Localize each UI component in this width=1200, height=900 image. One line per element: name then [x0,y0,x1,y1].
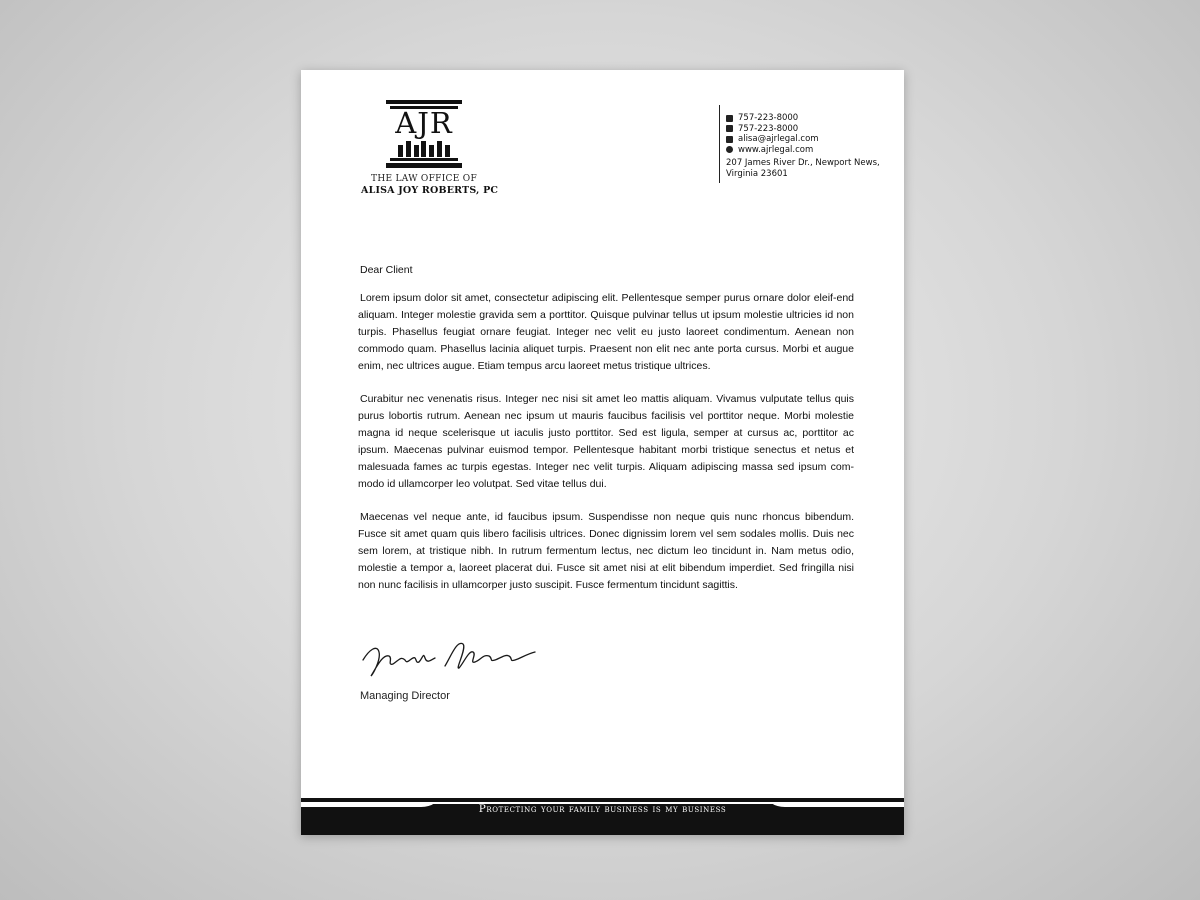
phone-number: 757-223-8000 [738,113,799,123]
fax-row [726,124,896,135]
logo-pediment [386,100,462,104]
letter-body [358,264,854,610]
paragraph-3: Maecenas vel neque ante, id faucibus ipsum. Suspendisse non neque quis nunc rhoncus bibendum. Fusce sit amet quam quis libero facilisis ultrices. Donec dignissim lorem vel sem sodales mollis. Duis nec sem lorem, at tristique nibh. In rutrum fermentum lectus, nec dictum leo tincidunt in. Nam metus odio, molestie a tempor a, laoreet placerat dui. Fusce sit amet nisi at elit bibendum imperdiet. Sed fringilla nisi non nunc facilisis in ullamcorper justo suscipit. Fusce fermentum tincidunt sagittis. [358,511,854,591]
handwritten-signature [359,630,539,682]
signer-title: Managing Director [360,690,450,702]
firm-logo [361,100,499,200]
contact-block [726,113,896,179]
website-url: www.ajrlegal.com [738,144,814,155]
email-row [726,134,896,145]
email-icon [726,136,733,143]
salutation: Dear Client [360,264,413,276]
mailing-address: 207 James River Dr., Newport News, Virginia 23601 [726,158,880,179]
phone-icon [726,115,733,122]
firm-name-line1: THE LAW OFFICE OF [371,174,477,184]
fax-icon [726,125,733,132]
letterhead-page [301,70,904,835]
phone-row [726,113,896,124]
logo-columns-icon [398,141,450,157]
contact-divider [719,105,720,183]
firm-name-line2: ALISA JOY ROBERTS, PC [361,185,499,196]
website-row [726,145,896,156]
logo-base [390,158,458,161]
logo-base-bottom [386,163,462,168]
paragraph-1: Lorem ipsum dolor sit amet, consectetur adipiscing elit. Pellentesque semper purus ornare dolor eleif-end aliquam. Integer molestie gravida sem a porttitor. Quisque pulvinar tellus ut ipsum molestie ultricies id non turpis. Phasellus feugiat ornare feugiat. Integer nec velit eu justo laoreet condimentum. Aenean non commodo quam. Phasellus lacinia aliquet turpis. Praesent non elit nec ante porta cursus. Morbi et augue enim, nec ultrices augue. Etiam tempus arcu laoreet metus tristique ultrices. [358,292,854,372]
fax-number: 757-223-8000 [738,123,799,134]
logo-monogram: AJR [395,106,453,140]
footer-tagline: Protecting your family business is my business [478,803,727,815]
paragraph-2: Curabitur nec venenatis risus. Integer nec nisi sit amet leo mattis aliquam. Vivamus vulputate tellus quis purus lobortis rutrum. Aenean nec ipsum ut mauris faucibus facilisis vel porttitor neque. Morbi molestie magna id neque scelerisque ut iaculis justo porttitor. Sed est ligula, semper at cursus ac, porttitor ac ipsum. Maecenas pulvinar euismod tempor. Pellentesque habitant morbi tristique senectus et netus et malesuada fames ac turpis egestas. Integer nec velit turpis. Aliquam adipiscing massa sed ipsum com-modo id ullamcorper leo volutpat. Sed vitae tellus dui. [358,393,854,490]
email-address: alisa@ajrlegal.com [738,134,819,144]
globe-icon [726,146,733,153]
